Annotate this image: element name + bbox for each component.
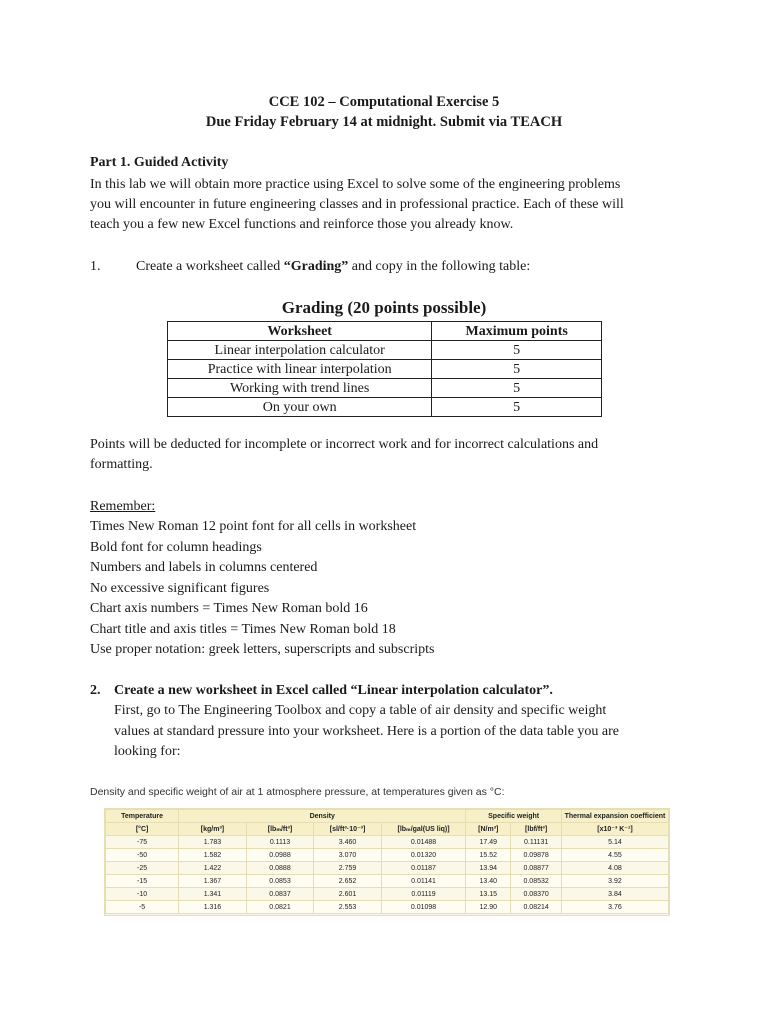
table-row bbox=[106, 862, 669, 875]
air-units-row bbox=[106, 823, 669, 836]
table-row bbox=[168, 360, 602, 379]
remember-item: Chart title and axis titles = Times New Roman bold 18 bbox=[90, 622, 396, 637]
remember-heading: Remember: bbox=[90, 499, 156, 514]
air-cell: 4.08 bbox=[561, 862, 668, 875]
air-cell: 0.08214 bbox=[511, 901, 562, 914]
points-note-line-1: Points will be deducted for incomplete or incorrect work and for incorrect calculations and bbox=[90, 437, 599, 452]
air-cell: 15.52 bbox=[466, 849, 511, 862]
points-note-line-2: formatting. bbox=[90, 457, 153, 472]
air-data-rows bbox=[106, 836, 669, 914]
air-cell: 13.94 bbox=[466, 862, 511, 875]
air-cell: 0.0821 bbox=[246, 901, 314, 914]
figure-caption: Density and specific weight of air at 1 atmosphere pressure, at temperatures given as °C: bbox=[90, 786, 505, 798]
grading-header-worksheet: Worksheet bbox=[168, 322, 432, 341]
air-cell: 3.070 bbox=[314, 849, 382, 862]
item1-sheet-name: “Grading” bbox=[283, 259, 349, 274]
air-cell: 1.316 bbox=[179, 901, 247, 914]
air-unit: [kg/m³] bbox=[179, 823, 247, 836]
intro-line-3: teach you a few new Excel functions and reinforce those you already know. bbox=[90, 217, 514, 232]
item2-body-line-3: looking for: bbox=[114, 744, 181, 759]
air-cell: 2.759 bbox=[314, 862, 382, 875]
air-cell: 0.0988 bbox=[246, 849, 314, 862]
grading-header-row bbox=[168, 322, 602, 341]
table-row bbox=[106, 875, 669, 888]
remember-item: Use proper notation: greek letters, superscripts and subscripts bbox=[90, 642, 435, 657]
air-cell: 0.1113 bbox=[246, 836, 314, 849]
table-row bbox=[106, 836, 669, 849]
air-cell: -75 bbox=[106, 836, 179, 849]
document-title: CCE 102 – Computational Exercise 5 bbox=[268, 94, 500, 110]
air-cell: 0.01187 bbox=[381, 862, 465, 875]
air-cell: 1.367 bbox=[179, 875, 247, 888]
air-cell: 0.11131 bbox=[511, 836, 562, 849]
air-density-table bbox=[105, 809, 669, 914]
grading-table bbox=[167, 321, 602, 417]
air-unit: [°C] bbox=[106, 823, 179, 836]
air-cell: 1.582 bbox=[179, 849, 247, 862]
grading-cell: 5 bbox=[432, 398, 602, 417]
table-row bbox=[168, 398, 602, 417]
air-data-figure bbox=[104, 808, 670, 916]
air-cell: 3.76 bbox=[561, 901, 668, 914]
table-row bbox=[106, 901, 669, 914]
grading-cell: On your own bbox=[168, 398, 432, 417]
air-unit: [lbₘ/ft³] bbox=[246, 823, 314, 836]
air-cell: -5 bbox=[106, 901, 179, 914]
air-cell: 3.460 bbox=[314, 836, 382, 849]
intro-line-1: In this lab we will obtain more practice using Excel to solve some of the engineering problems bbox=[90, 177, 621, 192]
remember-item: No excessive significant figures bbox=[90, 581, 270, 596]
air-cell: 0.09878 bbox=[511, 849, 562, 862]
table-row bbox=[168, 341, 602, 360]
air-unit: [lbf/ft³] bbox=[511, 823, 562, 836]
item2-body-line-1: First, go to The Engineering Toolbox and copy a table of air density and specific weight bbox=[114, 703, 607, 718]
air-cell: 0.08370 bbox=[511, 888, 562, 901]
air-cell: 0.08877 bbox=[511, 862, 562, 875]
item2-heading-text: Create a new worksheet in Excel called “Linear interpolation calculator”. bbox=[114, 683, 553, 698]
air-cell: 0.0853 bbox=[246, 875, 314, 888]
air-group-header: Thermal expansion coefficient bbox=[561, 810, 668, 823]
air-cell: 17.49 bbox=[466, 836, 511, 849]
air-group-header: Temperature bbox=[106, 810, 179, 823]
intro-line-2: you will encounter in future engineering classes and in professional practice. Each of these will bbox=[90, 197, 624, 212]
air-cell: 0.01141 bbox=[381, 875, 465, 888]
remember-item: Numbers and labels in columns centered bbox=[90, 560, 318, 575]
air-cell: 5.14 bbox=[561, 836, 668, 849]
grading-cell: Working with trend lines bbox=[168, 379, 432, 398]
air-cell: 0.01488 bbox=[381, 836, 465, 849]
grading-cell: 5 bbox=[432, 379, 602, 398]
air-unit: [x10⁻³ K⁻¹] bbox=[561, 823, 668, 836]
item1-text-before: Create a worksheet called bbox=[136, 259, 284, 274]
air-cell: 2.553 bbox=[314, 901, 382, 914]
grading-header-points: Maximum points bbox=[432, 322, 602, 341]
air-cell: 0.08532 bbox=[511, 875, 562, 888]
air-group-header: Specific weight bbox=[466, 810, 562, 823]
air-cell: 3.92 bbox=[561, 875, 668, 888]
air-cell: 13.15 bbox=[466, 888, 511, 901]
air-cell: 0.01119 bbox=[381, 888, 465, 901]
air-cell: -50 bbox=[106, 849, 179, 862]
air-group-header: Density bbox=[179, 810, 466, 823]
air-cell: 0.01320 bbox=[381, 849, 465, 862]
grading-cell: Linear interpolation calculator bbox=[168, 341, 432, 360]
remember-item: Chart axis numbers = Times New Roman bold 16 bbox=[90, 601, 368, 616]
part1-heading: Part 1. Guided Activity bbox=[90, 155, 229, 170]
table-row bbox=[106, 849, 669, 862]
table-row bbox=[168, 379, 602, 398]
grading-cell: Practice with linear interpolation bbox=[168, 360, 432, 379]
air-unit: [sl/ft³·10⁻³] bbox=[314, 823, 382, 836]
air-cell: 12.90 bbox=[466, 901, 511, 914]
air-cell: 3.84 bbox=[561, 888, 668, 901]
air-unit: [lbₘ/gal(US liq)] bbox=[381, 823, 465, 836]
item2-number: 2. bbox=[90, 683, 101, 698]
item1-text-after: and copy in the following table: bbox=[348, 259, 531, 274]
due-date-line: Due Friday February 14 at midnight. Submit via TEACH bbox=[205, 114, 563, 130]
item1-instruction bbox=[136, 258, 530, 276]
air-cell: 2.652 bbox=[314, 875, 382, 888]
item2-heading bbox=[90, 682, 553, 700]
air-unit: [N/m³] bbox=[466, 823, 511, 836]
item1-number: 1. bbox=[90, 259, 101, 274]
air-cell: 1.422 bbox=[179, 862, 247, 875]
air-cell: -25 bbox=[106, 862, 179, 875]
grading-table-title: Grading (20 points possible) bbox=[281, 298, 487, 317]
grading-cell: 5 bbox=[432, 360, 602, 379]
remember-item: Bold font for column headings bbox=[90, 540, 262, 555]
air-cell: 1.341 bbox=[179, 888, 247, 901]
air-cell: -10 bbox=[106, 888, 179, 901]
air-cell: 0.0837 bbox=[246, 888, 314, 901]
air-cell: 0.01098 bbox=[381, 901, 465, 914]
air-cell: 0.0888 bbox=[246, 862, 314, 875]
air-group-header-row bbox=[106, 810, 669, 823]
table-row bbox=[106, 888, 669, 901]
grading-cell: 5 bbox=[432, 341, 602, 360]
item2-body-line-2: values at standard pressure into your worksheet. Here is a portion of the data table you are bbox=[114, 724, 619, 739]
air-cell: 4.55 bbox=[561, 849, 668, 862]
air-cell: 13.40 bbox=[466, 875, 511, 888]
air-cell: -15 bbox=[106, 875, 179, 888]
remember-item: Times New Roman 12 point font for all cells in worksheet bbox=[90, 519, 417, 534]
air-cell: 1.783 bbox=[179, 836, 247, 849]
air-cell: 2.601 bbox=[314, 888, 382, 901]
